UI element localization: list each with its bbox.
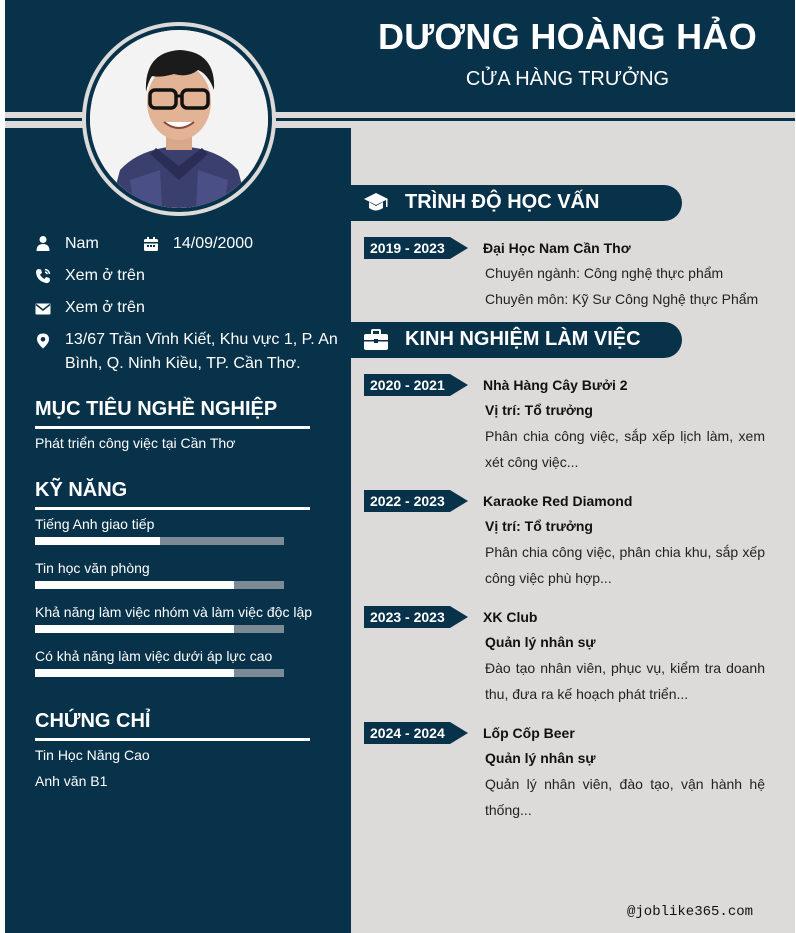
experience-section-header — [351, 322, 682, 358]
candidate-job-title: CỬA HÀNG TRƯỞNG — [465, 68, 670, 90]
skill-label: Khả năng làm việc nhóm và làm việc độc lập — [35, 604, 313, 620]
objective-text: Phát triển công việc tại Cần Thơ — [35, 435, 236, 451]
experience-heading: KINH NGHIỆM LÀM VIỆC — [405, 328, 641, 350]
education-period: 2019 - 2023 — [370, 240, 445, 256]
cv-page — [5, 0, 795, 933]
experience-description-line: thống... — [485, 802, 532, 818]
address-line-2: Bình, Q. Ninh Kiều, TP. Cần Thơ. — [65, 355, 301, 372]
experience-description-line: xét công việc... — [485, 454, 579, 470]
experience-description — [485, 771, 765, 823]
education-section-header — [351, 185, 682, 221]
skill-bar — [35, 669, 284, 677]
experience-description-line: thu, đưa ra kế hoạch phát triển... — [485, 686, 689, 702]
envelope-icon — [35, 301, 51, 317]
skill-label: Có khả năng làm việc dưới áp lực cao — [35, 648, 273, 664]
experience-period-tag — [364, 490, 468, 512]
skill-bar — [35, 625, 284, 633]
candidate-name: DƯƠNG HOÀNG HẢO — [377, 16, 758, 57]
birthdate-value: 14/09/2000 — [173, 235, 254, 252]
skill-label: Tin học văn phòng — [35, 560, 150, 576]
phone-icon — [35, 268, 51, 284]
skills-rule — [35, 507, 310, 510]
gender-value: Nam — [65, 235, 99, 252]
objective-rule — [35, 426, 310, 429]
skill-bar-fill — [35, 669, 234, 677]
skill-bar-fill — [35, 581, 234, 589]
address-line-1: 13/67 Trần Vĩnh Kiết, Khu vực 1, P. An — [65, 331, 338, 348]
experience-period: 2020 - 2021 — [370, 377, 445, 393]
experience-company: Lốp Cốp Beer — [483, 725, 575, 741]
education-heading: TRÌNH ĐỘ HỌC VẤN — [405, 191, 600, 213]
skill-label: Tiếng Anh giao tiếp — [35, 516, 155, 532]
education-specialty: Chuyên môn: Kỹ Sư Công Nghệ thực Phẩm — [485, 291, 759, 307]
experience-period: 2022 - 2023 — [370, 493, 445, 509]
certificate-item: Anh văn B1 — [35, 773, 108, 789]
avatar — [90, 30, 268, 208]
experience-description-line: Phân chia công việc, sắp xếp lịch làm, xem — [485, 428, 765, 444]
experience-company: XK Club — [483, 609, 538, 625]
experience-description-line: Quản lý nhân viên, đào tạo, vận hành hệ — [485, 776, 765, 792]
education-school: Đại Học Nam Cần Thơ — [483, 240, 631, 256]
skill-bar-fill — [35, 625, 234, 633]
experience-period-tag — [364, 606, 468, 628]
experience-description-line: Phân chia công việc, phân chia khu, sắp xếp — [485, 544, 765, 560]
skills-heading: KỸ NĂNG — [35, 479, 128, 501]
certificates-heading: CHỨNG CHỈ — [35, 710, 151, 732]
experience-period: 2023 - 2023 — [370, 609, 445, 625]
experience-period-tag — [364, 722, 468, 744]
education-major: Chuyên ngành: Công nghệ thực phẩm — [485, 265, 724, 281]
experience-description-line: công việc phù hợp... — [485, 570, 612, 586]
experience-description — [485, 423, 765, 475]
calendar-icon — [143, 236, 159, 252]
skill-bar — [35, 537, 284, 545]
experience-period: 2024 - 2024 — [370, 725, 445, 741]
phone-value: Xem ở trên — [65, 267, 145, 284]
experience-description — [485, 539, 765, 591]
email-value: Xem ở trên — [65, 299, 145, 316]
certificates-rule — [35, 738, 310, 741]
experience-role: Quản lý nhân sự — [485, 634, 596, 650]
experience-description-line: Đào tạo nhân viên, phục vụ, kiểm tra doanh — [485, 660, 765, 676]
certificate-item: Tin Học Năng Cao — [35, 747, 150, 763]
avatar-portrait-illustration — [90, 30, 268, 208]
experience-role: Quản lý nhân sự — [485, 750, 596, 766]
skill-bar — [35, 581, 284, 589]
experience-company: Nhà Hàng Cây Bưởi 2 — [483, 377, 628, 393]
experience-role: Vị trí: Tổ trưởng — [485, 518, 593, 534]
experience-description — [485, 655, 765, 707]
user-icon — [35, 235, 51, 251]
objective-heading: MỤC TIÊU NGHỀ NGHIỆP — [35, 398, 278, 420]
graduation-cap-icon — [363, 191, 389, 215]
watermark-text: @joblike365.com — [627, 904, 754, 920]
briefcase-icon — [363, 328, 389, 352]
experience-period-tag — [364, 374, 468, 396]
education-period-tag — [364, 237, 468, 259]
experience-role: Vị trí: Tổ trưởng — [485, 402, 593, 418]
map-pin-icon — [35, 333, 51, 349]
experience-company: Karaoke Red Diamond — [483, 493, 633, 509]
skill-bar-fill — [35, 537, 160, 545]
